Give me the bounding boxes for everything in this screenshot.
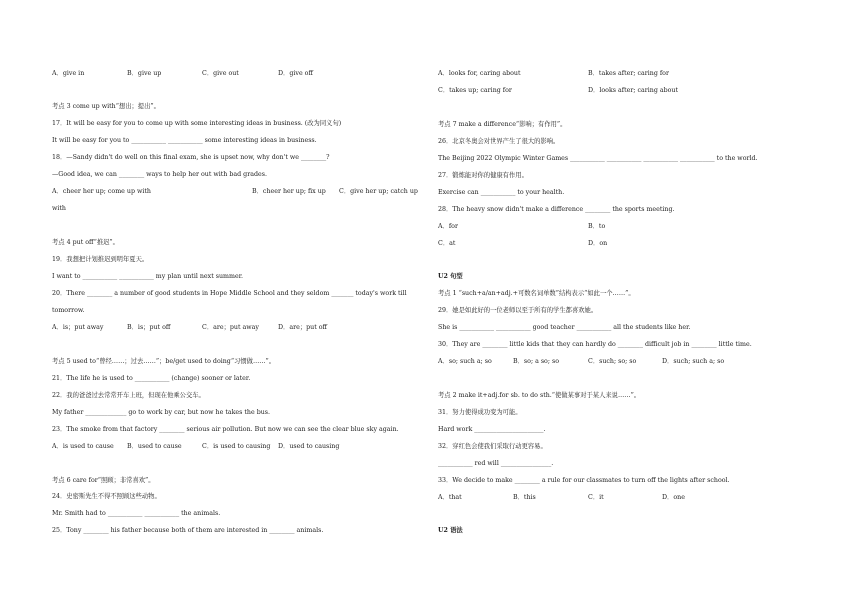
q19-answer: I want to ___________ ___________ my plan until next summer.: [52, 273, 244, 280]
q26-stem: 26．北京冬奥会对世界产生了很大的影响。: [438, 138, 560, 145]
q31-stem: 31．努力使得成功变为可能。: [438, 409, 522, 416]
q20-option-c: C．are；put away: [202, 324, 259, 331]
q33-option-b: B．this: [513, 494, 536, 501]
q20-option-d: D．are；put off: [278, 324, 328, 331]
q31-answer: Hard work ______________________.: [438, 426, 546, 433]
q18-option-b: B．cheer her up; fix up: [252, 188, 326, 195]
q20-line2: tomorrow.: [52, 307, 85, 314]
q25-option-a: A．looks for, caring about: [438, 70, 521, 77]
kp6-heading: 考点 6 care for“照顾；非常喜欢”。: [52, 477, 155, 484]
q16-option-d: D．give off: [278, 70, 313, 77]
q16-option-b: B．give up: [127, 70, 162, 77]
q28-option-d: D．on: [588, 240, 608, 247]
q26-answer: The Beijing 2022 Olympic Winter Games ___________ ___________ ___________ ___________ to the world.: [438, 155, 758, 162]
q30-stem: 30．They are ________ little kids that they can hardly do ________ difficult job in ________ little time.: [438, 341, 752, 348]
q23-stem: 23．The smoke from that factory ________ serious air pollution. But now we can see the clear blue sky again.: [52, 426, 399, 433]
q21-stem: 21．The life he is used to ___________ (change) sooner or later.: [52, 375, 251, 382]
section-heading-sentence: U2 句型: [438, 273, 463, 280]
q22-answer: My father _____________ go to work by car, but now he takes the bus.: [52, 409, 271, 416]
q18-option-c: C．give her up; catch up: [339, 188, 418, 195]
q30-option-c: C．such; so; so: [588, 358, 637, 365]
q25-option-d: D．looks after; caring about: [588, 87, 679, 94]
q30-option-a: A．so; such a; so: [438, 358, 492, 365]
q18-option-c-cont: with: [52, 205, 66, 212]
q33-stem: 33．We decide to make ________ a rule for our classmates to turn off the lights after school.: [438, 477, 730, 484]
q20-stem: 20．There ________ a number of good students in Hope Middle School and they seldom _______ today's work till: [52, 290, 407, 297]
q23-option-d: D．used to causing: [278, 443, 340, 450]
q32-answer: ___________ red will ________________.: [438, 460, 554, 467]
q22-stem: 22．我的爸爸过去常常开车上班，但现在他乘公交车。: [52, 392, 205, 399]
q29-answer: She is ___________ ___________ good teacher ___________ all the students like her.: [438, 324, 691, 331]
q25-option-c: C．takes up; caring for: [438, 87, 512, 94]
kp2-heading: 考点 2 make it+adj.for sb. to do sth.“使做某事对于某人来说……”。: [438, 392, 641, 399]
q23-option-b: B．used to cause: [127, 443, 182, 450]
q27-answer: Exercise can ___________ to your health.: [438, 189, 565, 196]
q18-option-a: A．cheer her up; come up with: [52, 188, 151, 195]
q18-stem: 18．—Sandy didn't do well on this final exam, she is upset now, why don't we ________?: [52, 154, 330, 161]
q33-option-d: D．one: [662, 494, 685, 501]
q25-stem: 25．Tony ________ his father because both of them are interested in ________ animals.: [52, 527, 324, 534]
q20-option-b: B．is；put off: [127, 324, 171, 331]
q28-stem: 28．The heavy snow didn't make a difference ________ the sports meeting.: [438, 206, 675, 213]
q23-option-a: A．is used to cause: [52, 443, 114, 450]
kp7-heading: 考点 7 make a difference“影响；有作用”。: [438, 121, 567, 128]
q30-option-b: B．so; a so; so: [513, 358, 559, 365]
q32-stem: 32．穿红色会使我们采取行动更容易。: [438, 443, 547, 450]
kp4-heading: 考点 4 put off“推迟”。: [52, 239, 119, 246]
q23-option-c: C．is used to causing: [202, 443, 271, 450]
q24-stem: 24．史密斯先生不得不照顾这些动物。: [52, 493, 161, 500]
kp1-heading: 考点 1 “such+a/an+adj.+可数名词单数”结构表示“如此一个……”。: [438, 290, 635, 297]
q27-stem: 27．锻炼能对你的健康有作用。: [438, 172, 528, 179]
kp3-heading: 考点 3 come up with“想出；提出”。: [52, 103, 160, 110]
q17-answer: It will be easy for you to ___________ ___________ some interesting ideas in business.: [52, 137, 317, 144]
q33-option-a: A．that: [438, 494, 462, 501]
q17-stem: 17．It will be easy for you to come up with some interesting ideas in business. (改为同义句): [52, 120, 342, 127]
section-heading-grammar: U2 语法: [438, 527, 463, 534]
q30-option-d: D．such; such a; so: [662, 358, 725, 365]
kp5-heading: 考点 5 used to“曾经……；过去……”；be/get used to doing“习惯做……”。: [52, 358, 276, 365]
q28-option-a: A．for: [438, 223, 458, 230]
q19-stem: 19．我想把计划推迟到明年夏天。: [52, 256, 149, 263]
q33-option-c: C．it: [588, 494, 604, 501]
q16-option-c: C．give out: [202, 70, 239, 77]
q28-option-b: B．to: [588, 223, 606, 230]
q20-option-a: A．is；put away: [52, 324, 104, 331]
q24-answer: Mr. Smith had to ___________ ___________ the animals.: [52, 510, 221, 517]
q25-option-b: B．takes after; caring for: [588, 70, 669, 77]
q29-stem: 29．她是如此好的一位老师以至于所有的学生都喜欢她。: [438, 307, 598, 314]
q16-option-a: A．give in: [52, 70, 85, 77]
q28-option-c: C．at: [438, 240, 456, 247]
q18-line2: —Good idea, we can ________ ways to help her out with bad grades.: [52, 171, 267, 178]
